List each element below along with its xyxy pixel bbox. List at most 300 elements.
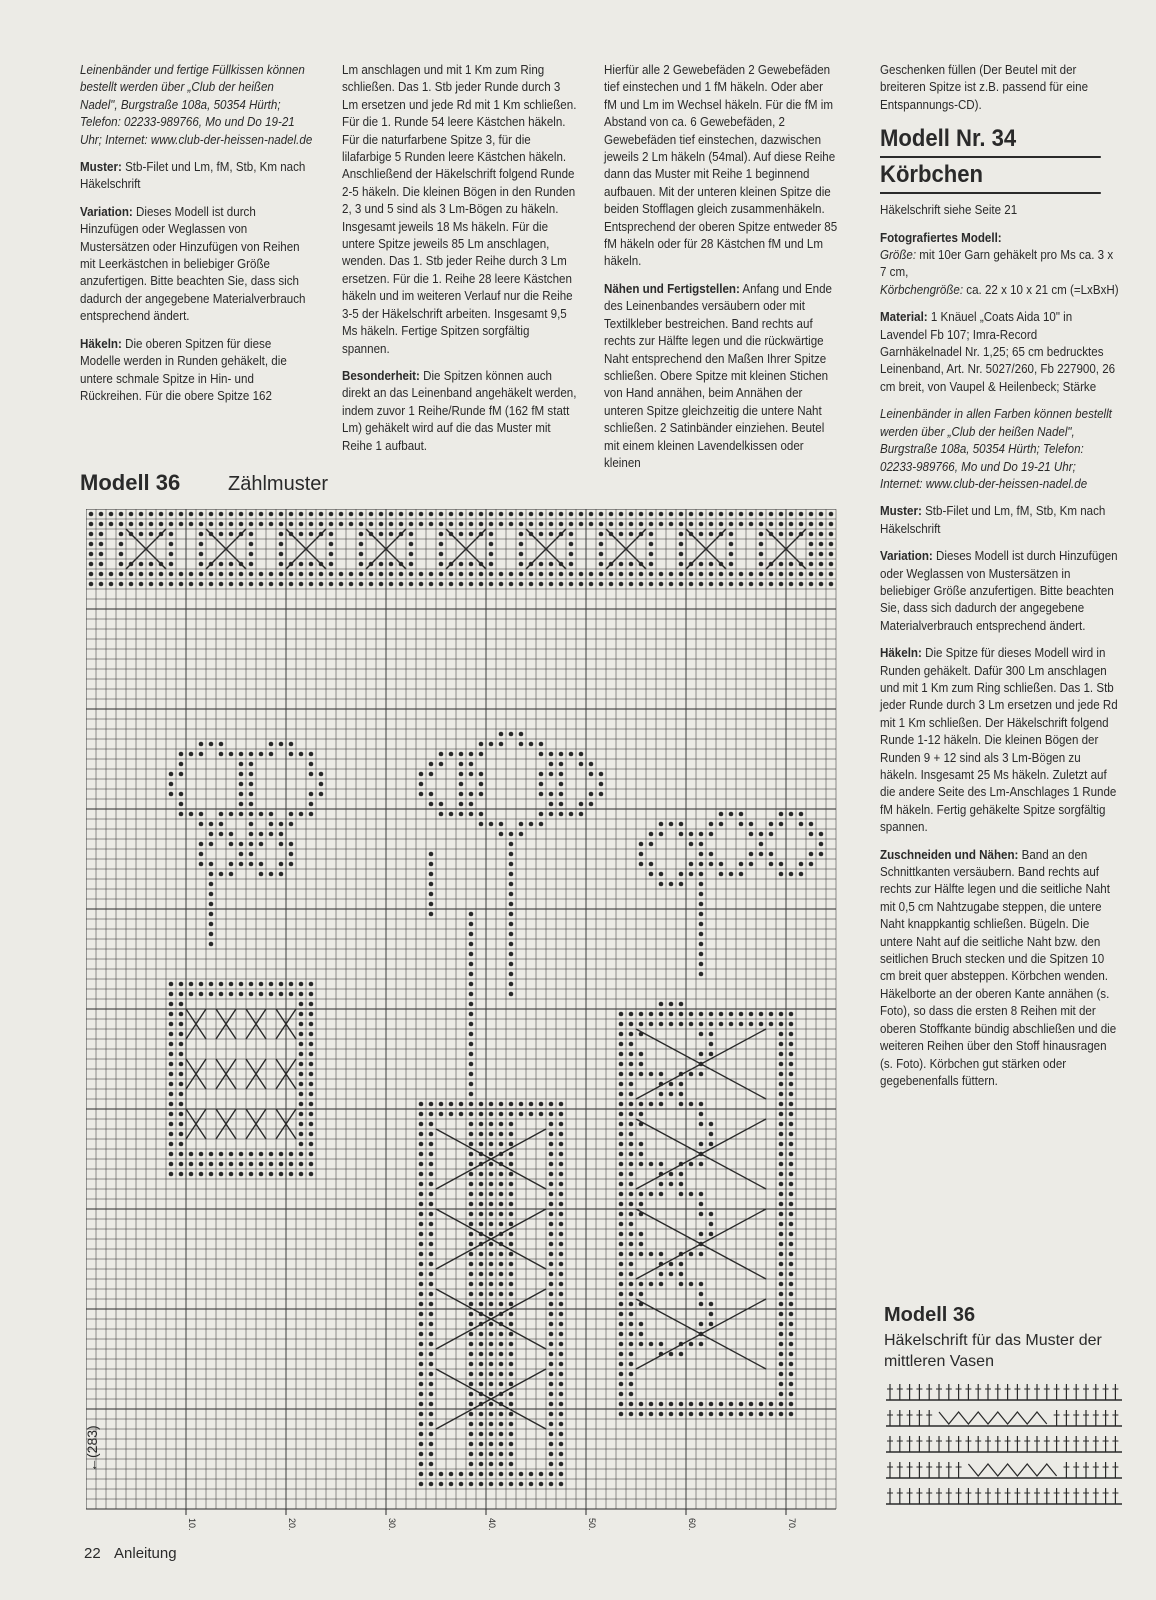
chart-label: Zählmuster (228, 473, 329, 495)
filled-cell (319, 522, 324, 527)
filled-cell (329, 582, 334, 587)
filled-cell (699, 1292, 704, 1297)
filled-cell (749, 572, 754, 577)
filled-cell (689, 1252, 694, 1257)
filled-cell (419, 1122, 424, 1127)
filled-cell (489, 1372, 494, 1377)
filled-cell (699, 1282, 704, 1287)
filled-cell (559, 1422, 564, 1427)
filled-cell (639, 1012, 644, 1017)
filled-cell (719, 522, 724, 527)
filled-cell (429, 1232, 434, 1237)
filled-cell (779, 1072, 784, 1077)
filled-cell (549, 1102, 554, 1107)
filled-cell (429, 852, 434, 857)
filled-cell (489, 1142, 494, 1147)
filled-cell (99, 512, 104, 517)
filled-cell (269, 822, 274, 827)
filled-cell (739, 512, 744, 517)
filled-cell (489, 1432, 494, 1437)
filled-cell (509, 892, 514, 897)
filled-cell (239, 572, 244, 577)
filled-cell (629, 1332, 634, 1337)
filled-cell (109, 512, 114, 517)
filled-cell (179, 1142, 184, 1147)
filled-cell (299, 1102, 304, 1107)
filled-cell (319, 792, 324, 797)
filled-cell (409, 522, 414, 527)
filled-cell (509, 992, 514, 997)
filled-cell (749, 1012, 754, 1017)
filled-cell (319, 572, 324, 577)
filled-cell (669, 1352, 674, 1357)
row-count-value: (283) (84, 1425, 100, 1458)
filled-cell (679, 1092, 684, 1097)
filled-cell (309, 1062, 314, 1067)
filled-cell (489, 1362, 494, 1367)
filled-cell (759, 1412, 764, 1417)
filled-cell (269, 812, 274, 817)
filled-cell (829, 522, 834, 527)
filled-cell (679, 542, 684, 547)
filled-cell (629, 1372, 634, 1377)
filled-cell (409, 512, 414, 517)
filled-cell (159, 522, 164, 527)
filled-cell (559, 1392, 564, 1397)
filled-cell (279, 572, 284, 577)
filled-cell (509, 1192, 514, 1197)
filled-cell (419, 1362, 424, 1367)
filled-cell (539, 782, 544, 787)
filled-cell (489, 532, 494, 537)
filled-cell (209, 942, 214, 947)
filled-cell (309, 992, 314, 997)
filled-cell (699, 582, 704, 587)
filled-cell (789, 1192, 794, 1197)
filled-cell (619, 1122, 624, 1127)
filled-cell (179, 792, 184, 797)
filled-cell (479, 1382, 484, 1387)
filled-cell (469, 1412, 474, 1417)
filled-cell (729, 572, 734, 577)
filled-cell (629, 1112, 634, 1117)
filled-cell (629, 1382, 634, 1387)
filled-cell (789, 532, 794, 537)
filled-cell (259, 572, 264, 577)
filled-cell (469, 1212, 474, 1217)
filled-cell (759, 1012, 764, 1017)
filled-cell (249, 802, 254, 807)
filled-cell (729, 552, 734, 557)
filled-cell (469, 812, 474, 817)
filled-cell (299, 582, 304, 587)
filled-cell (699, 1192, 704, 1197)
filled-cell (699, 1102, 704, 1107)
filled-cell (429, 1322, 434, 1327)
filled-cell (459, 782, 464, 787)
filled-cell (509, 1232, 514, 1237)
filled-cell (719, 572, 724, 577)
filled-cell (489, 1462, 494, 1467)
filled-cell (269, 582, 274, 587)
filled-cell (539, 1482, 544, 1487)
filled-cell (389, 532, 394, 537)
filled-cell (629, 1212, 634, 1217)
filled-cell (179, 1162, 184, 1167)
filled-cell (269, 522, 274, 527)
filled-cell (779, 1372, 784, 1377)
filled-cell (659, 582, 664, 587)
tick-label: 10. (187, 1518, 197, 1531)
title-divider (880, 156, 1101, 158)
filled-cell (209, 1172, 214, 1177)
filled-cell (779, 1232, 784, 1237)
filled-cell (589, 582, 594, 587)
filled-cell (179, 1172, 184, 1177)
filled-cell (699, 842, 704, 847)
filled-cell (469, 1432, 474, 1437)
filled-cell (779, 1102, 784, 1107)
filled-cell (619, 1062, 624, 1067)
filled-cell (139, 522, 144, 527)
filled-cell (499, 1462, 504, 1467)
haekeln-label: Häkeln: (880, 646, 922, 661)
filled-cell (169, 512, 174, 517)
filled-cell (779, 582, 784, 587)
filled-cell (549, 1112, 554, 1117)
filled-cell (139, 562, 144, 567)
filled-cell (459, 512, 464, 517)
filled-cell (779, 1222, 784, 1227)
filled-cell (509, 1122, 514, 1127)
filled-cell (629, 512, 634, 517)
filled-cell (429, 1382, 434, 1387)
filled-cell (429, 872, 434, 877)
filled-cell (519, 1472, 524, 1477)
filled-cell (689, 1012, 694, 1017)
filled-cell (219, 832, 224, 837)
filled-cell (799, 582, 804, 587)
filled-cell (729, 522, 734, 527)
filled-cell (669, 522, 674, 527)
filled-cell (509, 1272, 514, 1277)
filled-cell (549, 1152, 554, 1157)
filled-cell (419, 1392, 424, 1397)
filled-cell (429, 862, 434, 867)
filled-cell (769, 522, 774, 527)
filled-cell (139, 582, 144, 587)
filled-cell (359, 572, 364, 577)
filled-cell (709, 1042, 714, 1047)
filled-cell (819, 522, 824, 527)
filled-cell (509, 522, 514, 527)
filled-cell (499, 1472, 504, 1477)
filled-cell (349, 582, 354, 587)
filled-cell (709, 1132, 714, 1137)
filled-cell (249, 832, 254, 837)
filled-cell (619, 1382, 624, 1387)
filled-cell (489, 1402, 494, 1407)
filled-cell (229, 872, 234, 877)
filled-cell (189, 752, 194, 757)
filled-cell (779, 1012, 784, 1017)
filled-cell (279, 862, 284, 867)
filled-cell (479, 1452, 484, 1457)
filled-cell (299, 1042, 304, 1047)
filled-cell (359, 522, 364, 527)
filled-cell (619, 1192, 624, 1197)
filled-cell (299, 562, 304, 567)
filled-cell (469, 762, 474, 767)
filled-cell (279, 842, 284, 847)
filled-cell (289, 992, 294, 997)
filled-cell (589, 512, 594, 517)
filled-cell (439, 752, 444, 757)
filled-cell (169, 562, 174, 567)
filled-cell (479, 1102, 484, 1107)
filled-cell (779, 822, 784, 827)
filled-cell (529, 1482, 534, 1487)
filled-cell (609, 522, 614, 527)
filled-cell (229, 532, 234, 537)
filled-cell (659, 1272, 664, 1277)
filled-cell (509, 1382, 514, 1387)
filled-cell (749, 852, 754, 857)
filled-cell (419, 1192, 424, 1197)
filled-cell (649, 532, 654, 537)
filled-cell (99, 522, 104, 527)
filled-cell (799, 822, 804, 827)
filled-cell (559, 1452, 564, 1457)
filled-cell (199, 1172, 204, 1177)
filled-cell (659, 1012, 664, 1017)
filled-cell (419, 1142, 424, 1147)
filled-cell (209, 822, 214, 827)
filled-cell (489, 1162, 494, 1167)
filled-cell (639, 852, 644, 857)
filled-cell (419, 1132, 424, 1137)
filled-cell (419, 1452, 424, 1457)
filled-cell (299, 1132, 304, 1137)
filled-cell (489, 1322, 494, 1327)
filled-cell (789, 1072, 794, 1077)
filled-cell (389, 512, 394, 517)
filled-cell (469, 992, 474, 997)
filled-cell (389, 582, 394, 587)
filled-cell (389, 522, 394, 527)
filled-cell (699, 962, 704, 967)
filled-cell (699, 1112, 704, 1117)
filled-cell (439, 572, 444, 577)
filled-cell (189, 582, 194, 587)
filled-cell (519, 542, 524, 547)
filled-cell (689, 582, 694, 587)
filled-cell (499, 1192, 504, 1197)
filled-cell (629, 1012, 634, 1017)
filled-cell (429, 522, 434, 527)
filled-cell (259, 842, 264, 847)
filled-cell (599, 522, 604, 527)
filled-cell (649, 572, 654, 577)
filled-cell (639, 1052, 644, 1057)
filled-cell (549, 1262, 554, 1267)
filled-cell (439, 1472, 444, 1477)
filled-cell (619, 1352, 624, 1357)
filled-cell (229, 1172, 234, 1177)
filled-cell (179, 982, 184, 987)
filled-cell (539, 752, 544, 757)
filled-cell (169, 1022, 174, 1027)
filled-cell (489, 1192, 494, 1197)
filled-cell (479, 772, 484, 777)
filled-cell (799, 862, 804, 867)
filled-cell (139, 512, 144, 517)
filled-cell (549, 1232, 554, 1237)
filled-cell (789, 1212, 794, 1217)
filled-cell (559, 1142, 564, 1147)
filled-cell (299, 1122, 304, 1127)
filled-cell (699, 1122, 704, 1127)
filled-cell (779, 1042, 784, 1047)
filled-cell (469, 772, 474, 777)
filled-cell (469, 1362, 474, 1367)
filled-cell (139, 572, 144, 577)
filled-cell (239, 1162, 244, 1167)
muster-text: Stb-Filet und Lm, fM, Stb, Km nach Häkelschrift (80, 160, 306, 192)
foto-para (880, 230, 1121, 300)
filled-cell (179, 1032, 184, 1037)
filled-cell (799, 872, 804, 877)
filled-cell (789, 1352, 794, 1357)
filled-cell (499, 1212, 504, 1217)
filled-cell (169, 572, 174, 577)
filled-cell (409, 542, 414, 547)
filled-cell (119, 582, 124, 587)
filled-cell (689, 862, 694, 867)
filled-cell (239, 782, 244, 787)
filled-cell (299, 982, 304, 987)
filled-cell (659, 1252, 664, 1257)
filled-cell (659, 1192, 664, 1197)
filled-cell (249, 852, 254, 857)
filled-cell (179, 522, 184, 527)
filled-cell (759, 832, 764, 837)
filled-cell (559, 782, 564, 787)
filled-cell (559, 1432, 564, 1437)
filled-cell (299, 992, 304, 997)
filled-cell (789, 1392, 794, 1397)
filled-cell (489, 1102, 494, 1107)
filled-cell (199, 582, 204, 587)
filled-cell (249, 512, 254, 517)
filled-cell (279, 872, 284, 877)
filled-cell (759, 512, 764, 517)
filled-cell (559, 1172, 564, 1177)
filled-cell (649, 562, 654, 567)
filled-cell (789, 1042, 794, 1047)
filled-cell (809, 522, 814, 527)
filled-cell (599, 582, 604, 587)
filled-cell (419, 1172, 424, 1177)
filled-cell (719, 862, 724, 867)
filled-cell (639, 572, 644, 577)
filled-cell (559, 752, 564, 757)
filled-cell (509, 912, 514, 917)
filled-cell (579, 512, 584, 517)
filled-cell (549, 1202, 554, 1207)
filled-cell (659, 522, 664, 527)
filled-cell (249, 582, 254, 587)
filled-cell (249, 812, 254, 817)
filled-cell (99, 562, 104, 567)
filled-cell (179, 1042, 184, 1047)
filled-cell (639, 1062, 644, 1067)
filled-cell (469, 1042, 474, 1047)
filled-cell (779, 1172, 784, 1177)
filled-cell (469, 1422, 474, 1427)
filled-cell (639, 1192, 644, 1197)
filled-cell (239, 852, 244, 857)
filled-cell (789, 1172, 794, 1177)
filled-cell (489, 1342, 494, 1347)
filled-cell (469, 1112, 474, 1117)
filled-cell (509, 1172, 514, 1177)
filled-cell (469, 532, 474, 537)
filled-cell (229, 812, 234, 817)
filled-cell (239, 992, 244, 997)
filled-cell (489, 1382, 494, 1387)
filled-cell (569, 522, 574, 527)
filled-cell (629, 1172, 634, 1177)
filled-cell (189, 572, 194, 577)
source-note: Leinenbänder und fertige Füllkissen können bestellt werden über „Club der heißen Nadel", Burgstraße 108a, 50354 Hürth; Telefon: 02233-989766, Mo und Do 19-21 Uhr; Internet: www.club-der-heissen-nadel.de (80, 63, 313, 147)
filled-cell (499, 1122, 504, 1127)
filled-cell (199, 992, 204, 997)
filled-cell (129, 512, 134, 517)
muster-para (80, 159, 315, 194)
text-column-4 (880, 62, 1121, 1100)
filled-cell (219, 1162, 224, 1167)
filled-cell (789, 1062, 794, 1067)
filled-cell (559, 802, 564, 807)
filled-cell (359, 512, 364, 517)
filled-cell (689, 842, 694, 847)
filled-cell (429, 1392, 434, 1397)
filled-cell (259, 1162, 264, 1167)
filled-cell (549, 1412, 554, 1417)
filled-cell (429, 1242, 434, 1247)
filled-cell (829, 562, 834, 567)
filled-cell (699, 1232, 704, 1237)
filled-cell (619, 1372, 624, 1377)
filled-cell (169, 772, 174, 777)
filled-cell (419, 1252, 424, 1257)
filled-cell (429, 892, 434, 897)
material-label: Material: (880, 310, 928, 325)
filled-cell (679, 562, 684, 567)
model-name: Körbchen (880, 161, 984, 189)
filled-cell (559, 1332, 564, 1337)
filled-cell (289, 512, 294, 517)
tick-label: 60. (687, 1518, 697, 1531)
filled-cell (249, 992, 254, 997)
filled-cell (749, 822, 754, 827)
filled-cell (619, 1392, 624, 1397)
koerb-text: ca. 22 x 10 x 21 cm (=LxBxH) (963, 282, 1119, 297)
filled-cell (479, 1282, 484, 1287)
filled-cell (829, 542, 834, 547)
filled-cell (569, 582, 574, 587)
